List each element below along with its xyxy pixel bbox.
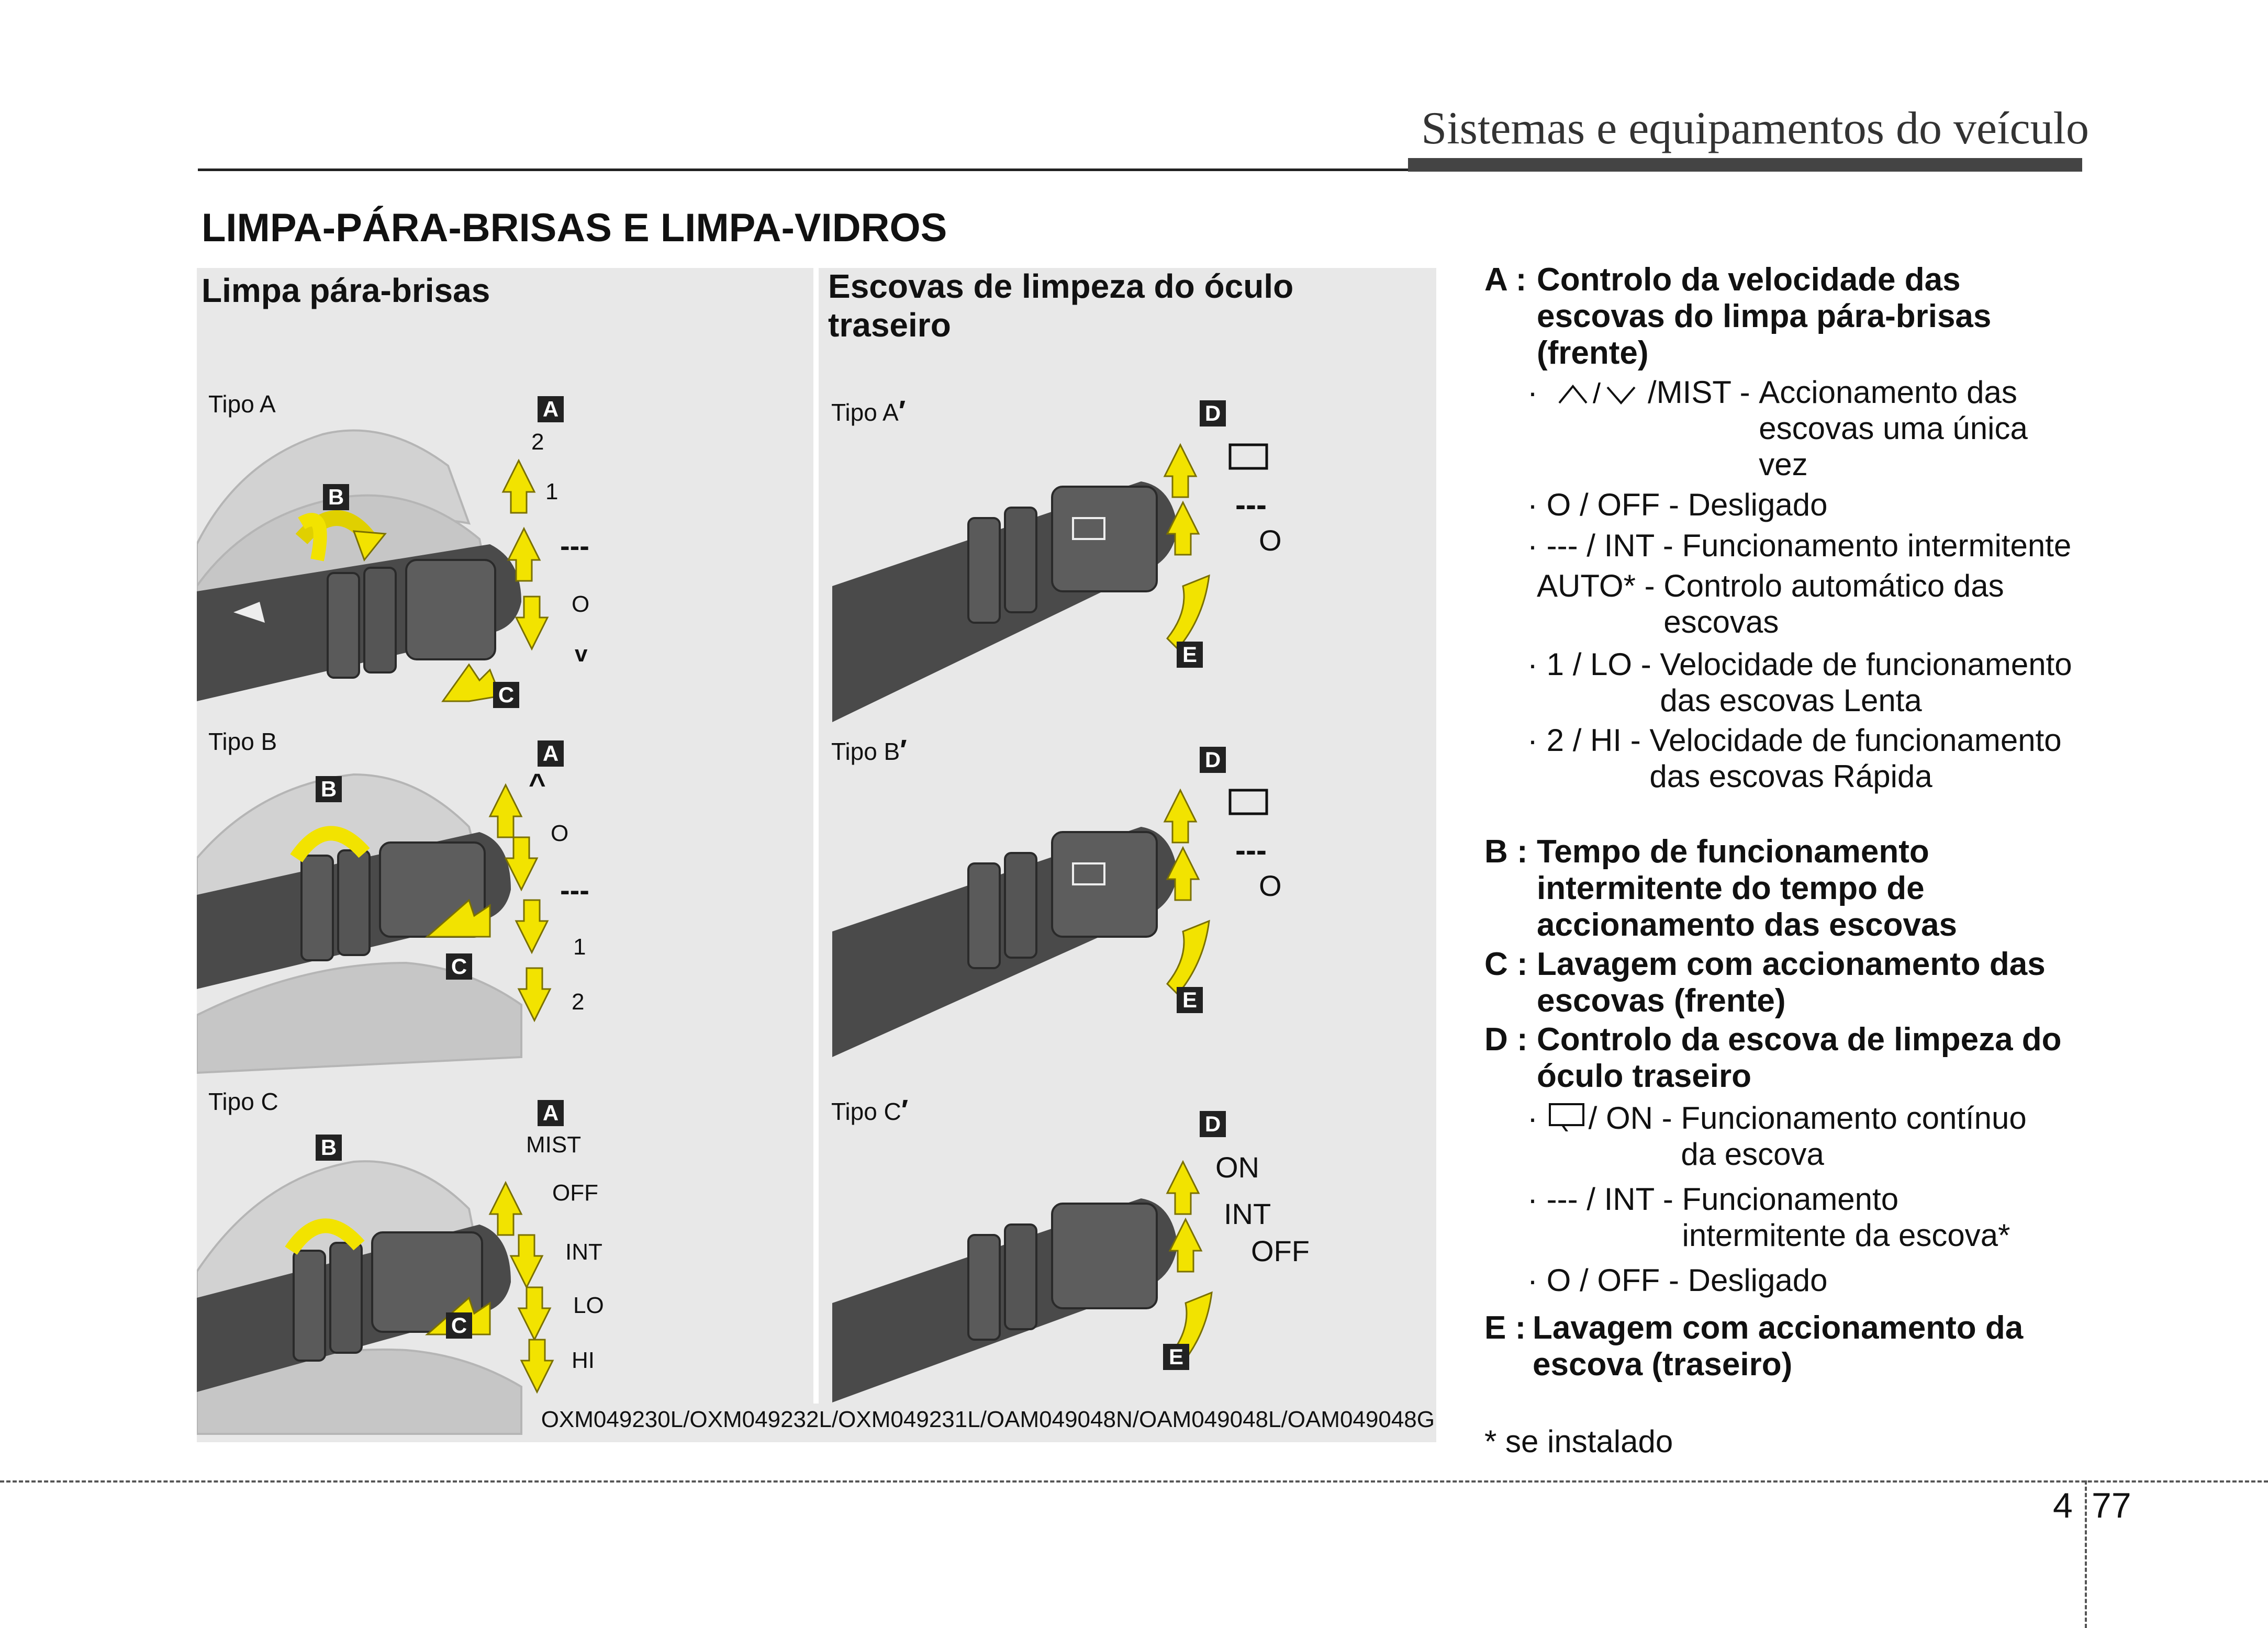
badge-a: A [538,740,564,767]
svg-text:/: / [1593,382,1601,408]
legend-a-item-auto: AUTO* - Controlo automático das escovas [1537,568,2004,639]
tipo-b-prime-label: Tipo B′ [831,733,907,766]
header-rule-bold [1408,158,2082,172]
badge-e: E [1163,1344,1189,1370]
badge-a: A [538,1100,564,1126]
legend-a-item-off: · O / OFF - Desligado [1527,487,1828,522]
badge-c: C [446,953,472,980]
rear-stalk-illustration-tipo-a [832,429,1356,722]
legend-a [1484,262,2092,837]
header-rule [198,169,1412,171]
rear-wiper-icon [1547,1100,1589,1131]
rear-stalk-illustration-tipo-c [832,1151,1356,1413]
chapter-number: 4 [2053,1486,2073,1525]
legend-a-heading: A : Controlo da velocidade das escovas do limpa pára-brisas (frente) [1484,262,1992,371]
footnote: * se instalado [1484,1424,1673,1459]
position-label: v [575,641,588,667]
legend-e: E : Lavagem com accionamento da escova (traseiro) [1484,1310,2024,1383]
legend-a-item-int: · --- / INT - Funcionamento intermitente [1527,528,2072,563]
badge-b: B [316,776,342,802]
tipo-a-label: Tipo A [208,390,276,418]
bullet: · [1527,1101,1547,1136]
legend-b: B : Tempo de funcionamento intermitente do tempo de accionamento das escovas [1484,834,1957,943]
up-down-chevron-icon [1555,382,1639,407]
position-label: MIST [526,1132,582,1158]
position-label: 2 [531,429,544,455]
page-number: 77 [2092,1486,2131,1525]
position-label: INT [565,1239,602,1265]
chapter-title: Sistemas e equipamentos do veículo [1421,103,2089,154]
position-label: O [1259,524,1282,557]
figure-caption: OXM049230L/OXM049232L/OXM049231L/OAM049048N/OAM049048L/OAM049048G [541,1407,1435,1432]
position-label: ON [1215,1151,1259,1184]
badge-d: D [1200,1111,1226,1137]
position-label: --- [560,873,589,906]
stalk-illustration-tipo-a [197,366,809,722]
legend-c: C : Lavagem com accionamento das escovas (frente) [1484,946,2046,1019]
tipo-b-label: Tipo B [208,728,277,755]
badge-b: B [316,1135,342,1161]
badge-d: D [1200,400,1226,426]
position-label: 1 [573,934,586,960]
legend-a-item-lo: · 1 / LO - Velocidade de funcionamento das escovas Lenta [1527,647,2072,718]
badge-c: C [493,682,519,708]
position-label: INT [1224,1197,1271,1230]
section-title: LIMPA-PÁRA-BRISAS E LIMPA-VIDROS [202,206,947,250]
stalk-illustration-tipo-c [197,1125,809,1439]
legend-a-item-hi: · 2 / HI - Velocidade de funcionamento das escovas Rápida [1527,723,2062,794]
legend-a-item-mist: · / /MIST - Accionamento das escovas uma única vez [1527,375,2028,482]
figure-divider [813,268,819,1404]
position-label: 2 [572,989,585,1015]
position-label: HI [572,1348,595,1373]
left-panel-title: Limpa pára-brisas [202,272,490,309]
position-label: O [1259,869,1282,902]
position-label: --- [560,529,589,562]
tipo-c-prime-label: Tipo C′ [831,1093,909,1126]
tipo-a-prime-label: Tipo A′ [831,394,906,427]
position-label: O [551,821,569,846]
bullet: · [1527,375,1547,410]
position-label: OFF [1251,1234,1310,1267]
position-label: ^ [529,767,546,800]
stalk-illustration-tipo-b [197,743,809,1078]
badge-c: C [446,1312,472,1339]
badge-d: D [1200,747,1226,773]
rear-stalk-illustration-tipo-b [832,774,1356,1068]
tipo-c-label: Tipo C [208,1088,278,1115]
position-label: --- [1235,833,1267,868]
legend-d-item-on: · / ON - Funcionamento contínuo da escova [1527,1101,2027,1172]
badge-e: E [1177,642,1203,668]
position-label: OFF [552,1180,598,1206]
right-panel-title: Escovas de limpeza do óculo traseiro [828,267,1294,344]
badge-e: E [1177,987,1203,1013]
legend-d-item-int: · --- / INT - Funcionamento intermitente da escova* [1527,1182,2010,1253]
footer-dashed-divider [2085,1480,2087,1628]
legend-d-item-off: · O / OFF - Desligado [1527,1263,1828,1298]
position-label: LO [573,1293,604,1318]
legend-d-heading: D : Controlo da escova de limpeza do óculo traseiro [1484,1021,2062,1094]
legend-d [1484,1021,2092,1315]
position-label: O [572,591,590,617]
footer-dashed-rule [0,1480,2268,1483]
position-label: --- [1235,487,1267,522]
position-label: 1 [545,479,558,504]
badge-a: A [538,396,564,422]
badge-b: B [323,484,349,510]
